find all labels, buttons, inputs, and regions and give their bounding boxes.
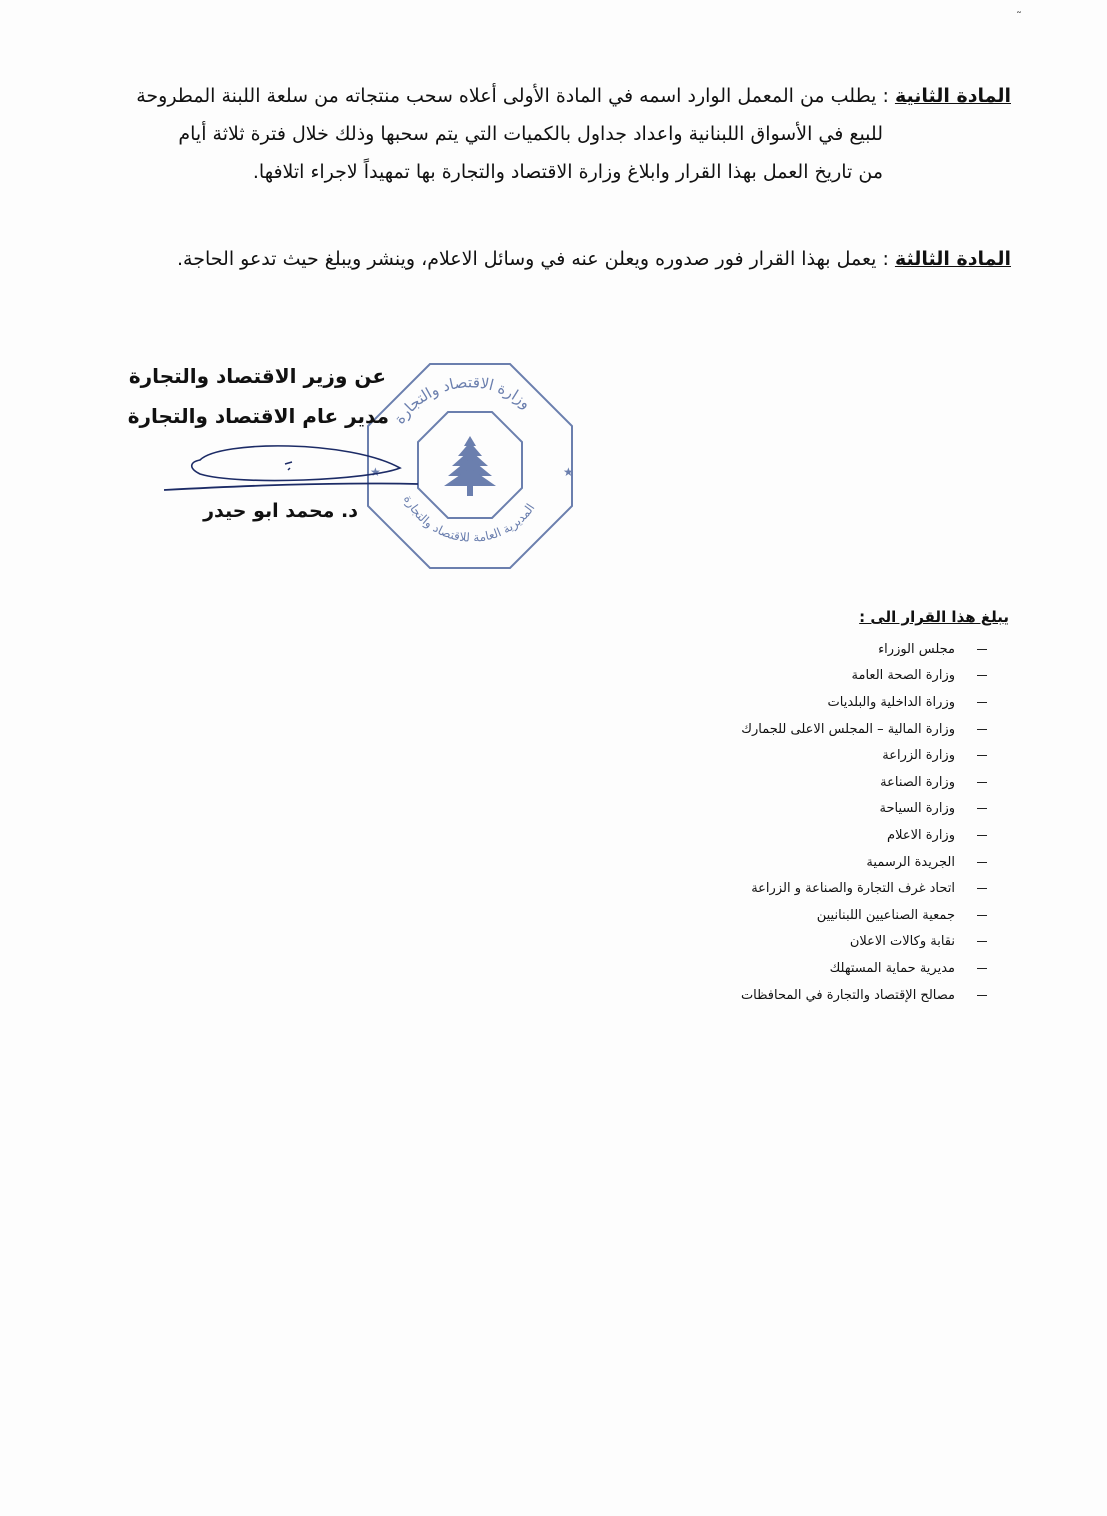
list-item — [741, 849, 987, 876]
list-item-label: مجلس الوزراء — [878, 641, 955, 657]
cedar-icon — [444, 436, 496, 496]
list-item-label: وزارة الصناعة — [880, 774, 955, 790]
list-item-label: مصالح الإقتصاد والتجارة في المحافظات — [740, 987, 955, 1003]
list-item — [741, 716, 987, 743]
list-item-label: وزراة الداخلية والبلديات — [827, 694, 955, 710]
list-item — [741, 636, 987, 663]
list-item-label: الجريدة الرسمية — [866, 854, 955, 870]
dash-icon — [977, 755, 987, 756]
list-item — [741, 875, 987, 902]
list-item-label: نقابة وكالات الاعلان — [849, 934, 955, 950]
list-item — [741, 689, 987, 716]
dash-icon — [977, 968, 987, 969]
list-item-label: جمعية الصناعيين اللبنانيين — [816, 907, 955, 923]
dash-icon — [977, 835, 987, 836]
list-item-label: اتحاد غرف التجارة والصناعة و الزراعة — [751, 881, 955, 897]
list-item — [741, 929, 987, 956]
list-item — [741, 822, 987, 849]
signatory-name: د. محمد ابو حيدر — [203, 500, 358, 522]
list-item — [741, 769, 987, 796]
dash-icon — [977, 888, 987, 889]
distribution-title: يبلغ هذا القرار الى : — [859, 608, 1009, 626]
article-two-title: المادة الثانية — [894, 85, 1011, 107]
signature-line-2: مدير عام الاقتصاد والتجارة — [127, 404, 389, 428]
star-icon: ★ — [563, 465, 574, 479]
distribution-list — [741, 636, 987, 1008]
list-item — [741, 796, 987, 823]
list-item-label: وزارة الصحة العامة — [851, 668, 955, 684]
handwritten-signature — [160, 440, 420, 500]
article-two-line-2: للبيع في الأسواق اللبنانية واعداد جداول بالكميات التي يتم سحبها وذلك خلال فترة ثلاثة أيام — [178, 123, 883, 145]
list-item-label: مديرية حماية المستهلك — [829, 960, 955, 976]
dash-icon — [977, 915, 987, 916]
dash-icon — [977, 862, 987, 863]
list-item — [741, 982, 987, 1009]
list-item-label: وزارة المالية – المجلس الاعلى للجمارك — [741, 721, 955, 737]
dash-icon — [977, 649, 987, 650]
article-two-text-1: : يطلب من المعمل الوارد اسمه في المادة الأولى أعلاه سحب منتجاته من سلعة اللبنة المطروحة — [136, 85, 895, 107]
dash-icon — [977, 675, 987, 676]
article-three-line-1 — [139, 240, 1011, 278]
list-item — [741, 902, 987, 929]
stamp-outer-text: وزارة الاقتصاد والتجارة — [390, 373, 535, 428]
article-two-line-3: من تاريخ العمل بهذا القرار وابلاغ وزارة الاقتصاد والتجارة بها تمهيداً لاجراء اتلافها. — [252, 161, 883, 183]
stamp-inner-text: المديرية العامة للاقتصاد والتجارة — [400, 492, 538, 545]
dash-icon — [977, 995, 987, 996]
star-icon: ★ — [370, 465, 381, 479]
article-three — [139, 240, 1011, 278]
dash-icon — [977, 941, 987, 942]
article-two-line-1 — [136, 77, 1011, 115]
dash-icon — [977, 729, 987, 730]
list-item-label: وزارة الزراعة — [882, 748, 955, 764]
dash-icon — [977, 808, 987, 809]
list-item — [741, 955, 987, 982]
signature-line-1: عن وزير الاقتصاد والتجارة — [128, 364, 386, 388]
dash-icon — [977, 702, 987, 703]
list-item-label: وزارة الاعلام — [887, 827, 955, 843]
page-corner-mark: ˜ — [1016, 10, 1022, 24]
article-three-title: المادة الثالثة — [894, 248, 1011, 270]
article-two — [136, 77, 1011, 191]
list-item — [741, 663, 987, 690]
list-item-label: وزارة السياحة — [879, 801, 955, 817]
dash-icon — [977, 782, 987, 783]
article-three-text-1: : يعمل بهذا القرار فور صدوره ويعلن عنه في وسائل الاعلام، وينشر ويبلغ حيث تدعو الحاجة. — [177, 248, 895, 270]
list-item — [741, 742, 987, 769]
